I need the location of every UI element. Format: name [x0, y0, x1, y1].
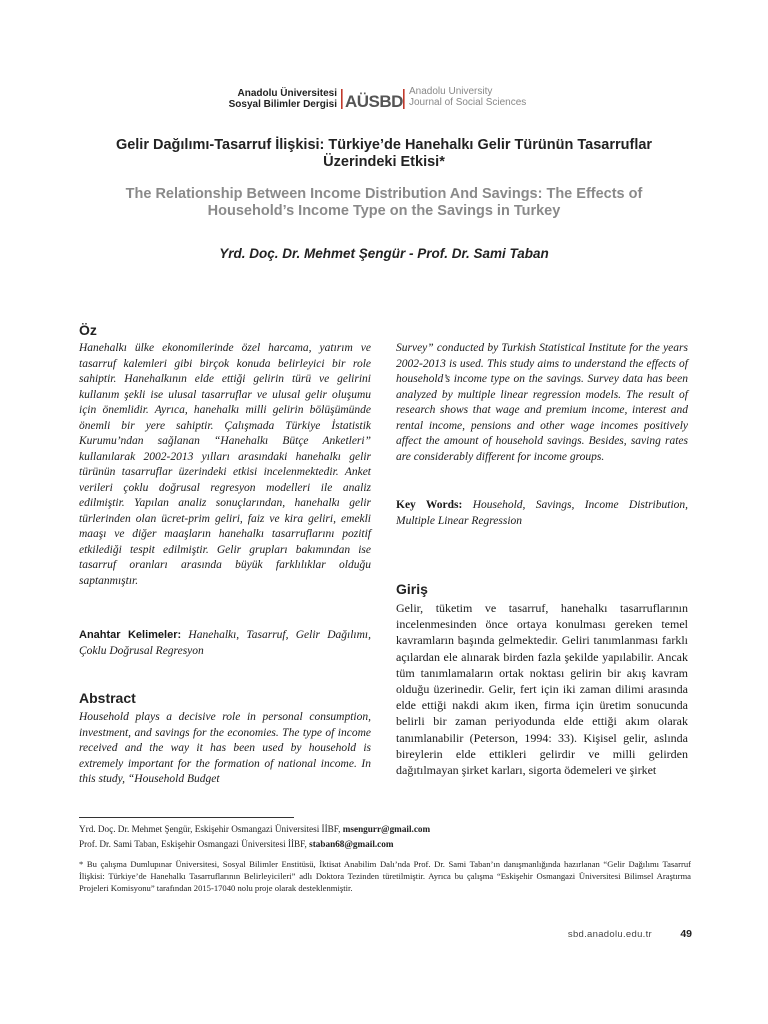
abstract-keywords: [396, 498, 688, 529]
footnote-author2-text: Prof. Dr. Sami Taban, Eskişehir Osmangazi Üniversitesi İİBF,: [79, 839, 307, 849]
logo-left-bar: [341, 89, 343, 109]
abstract-text-part2: Survey” conducted by Turkish Statistical Institute for the years 2002-2013 is used. This study aims to understand the effects of household’s income type on the savings. Survey data has been analyzed by multiple linear regression models. The result of research shows that wage and premium income, interest and rental income, pensions and other wage incomes positively affect the amount of household savings. Besides, saving rates are considerably different for income groups.: [396, 342, 688, 463]
article-title-english: The Relationship Between Income Distribution And Savings: The Effects of Household’s Income Type on the Savings in Turkey: [125, 186, 643, 219]
page-number: 49: [680, 928, 692, 940]
journal-name-en-line2: Journal of Social Sciences: [409, 97, 527, 108]
giris-text: Gelir, tüketim ve tasarruf, hanehalkı tasarruflarının incelenmesinden önce ortaya konulması gereken temel kavramların başında gelmektedir. Geliri tanımlanması farklı açılardan ele alınarak birden fazla şekilde yapılabilir. Ancak tüm tanımlamaların ortak noktası gelirin bir akış kavram olduğu üzerinedir. Gelir, fert için iki zaman dilimi arasında elde ettiği nakdi akım iken, firma için üretim sonucunda belirli bir zaman periyodunda elde ettiği akım olarak tanımlanabilir (Peterson, 1994: 33). Kişisel gelir, aslında bireylerin elde ettikleri gelirdir ve milli gelirden dağıtılmayan şirket karları, sigorta ödemeleri ve şirket: [396, 601, 688, 778]
journal-name-tr: [150, 88, 337, 110]
journal-name-tr-line2: Sosyal Bilimler Dergisi: [228, 99, 337, 110]
oz-keywords-text: Hanehalkı, Tasarruf, Gelir Dağılımı, Çoklu Doğrusal Regresyon: [79, 629, 372, 657]
abstract-text-part1: Household plays a decisive role in personal consumption, investment, and savings for the economies. The type of income received and the way it has been used by household is extremely important for the formation of national income. In this study, “Household Budget: [79, 711, 371, 785]
giris-heading: Giriş: [396, 581, 428, 597]
footer-url: sbd.anadolu.edu.tr: [567, 929, 652, 940]
footnote-author2: [79, 838, 691, 851]
oz-keywords-label: Anahtar Kelimeler:: [79, 629, 182, 641]
footnote-author1: [79, 823, 691, 836]
journal-name-tr-line1: Anadolu Üniversitesi: [237, 88, 337, 99]
oz-text: Hanehalkı ülke ekonomilerinde özel harcama, yatırım ve tasarruf kalemleri gibi birçok konuda belirleyici bir role sahiptir. Hanehalkının elde ettiği gelirin türü ve gelirini kullanım şekli ise ulusal tasarruflar ve ulusal gelir oluşumu için önemlidir. Ayrıca, hanehalkı milli gelirin bölüşümünde önemli bir yere sahiptir. Çalışmada Türkiye İstatistik Kurumu’ndan sağlanan “Hanehalkı Bütçe Anketleri” kullanılarak 2002-2013 yılları arasındaki hanehalkı gelir türünün tasarruflar üzerindeki etkisi incelenmektedir. Anket verileri çoklu doğrusal regresyon modelleri ile analiz edilmiştir. Yapılan analiz sonuçlarından, hanehalkı gelir türlerinden olan ücret-prim geliri, faiz ve kira geliri, emekli maaşı ve diğer maaşların hanehalkı tasarruflarını pozitif etkilediği tespit edilmiştir. Gelir grupları bakımından ise tasarruf oranları arasında büyük farklılıklar olduğu saptanmıştır.: [79, 342, 371, 587]
article-title-turkish: Gelir Dağılımı-Tasarruf İlişkisi: Türkiye’de Hanehalkı Gelir Türünün Tasarruflar Üzerindeki Etkisi*: [115, 137, 653, 170]
abstract-keywords-text: Household, Savings, Income Distribution, Multiple Linear Regression: [396, 499, 689, 527]
footnote-star-note: * Bu çalışma Dumlupınar Üniversitesi, Sosyal Bilimler Enstitüsü, İktisat Anabilim Dalı’nda Prof. Dr. Sami Taban’ın danışmanlığında hazırlanan “Gelir Dağılımı Tasarruf İlişkisi: Türkiye’de Hanehalkı Tasarruflarının Belirleyicileri” adlı Doktora Tezinden türetilmiştir. Ayrıca bu çalışma “Eskişehir Osmangazi Üniversitesi Bilimsel Araştırma Projeleri Komisyonu” tarafından 2015-17040 nolu proje olarak desteklenmiştir.: [79, 859, 691, 894]
author-line: Yrd. Doç. Dr. Mehmet Şengür - Prof. Dr. Sami Taban: [219, 246, 549, 261]
abstract-keywords-label: Key Words:: [396, 499, 463, 511]
logo-text: AÜSBD: [345, 92, 403, 111]
logo-right-bar: [403, 89, 405, 109]
journal-name-en-line1: Anadolu University: [409, 86, 493, 97]
journal-logo: [339, 86, 407, 112]
oz-keywords: [79, 628, 371, 659]
abstract-heading: Abstract: [79, 690, 136, 706]
footnote-author1-email: msengurr@gmail.com: [342, 824, 431, 834]
journal-name-en: [409, 86, 569, 108]
footnote-author1-text: Yrd. Doç. Dr. Mehmet Şengür, Eskişehir Osmangazi Üniversitesi İİBF,: [79, 824, 341, 834]
footnote-author2-email: staban68@gmail.com: [309, 839, 394, 849]
oz-heading: Öz: [79, 322, 97, 338]
footnote-rule: [79, 817, 294, 818]
